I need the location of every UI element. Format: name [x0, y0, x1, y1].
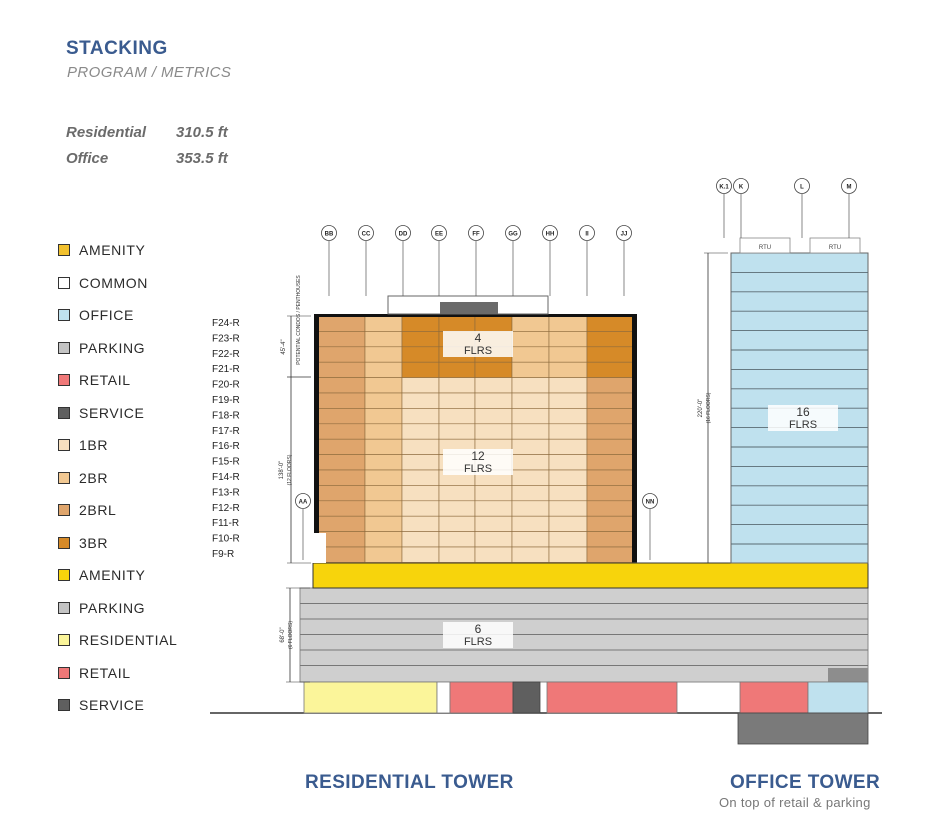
unit-cell	[439, 378, 475, 393]
unit-cell	[512, 470, 549, 485]
unit-cell	[587, 516, 633, 531]
unit-cell	[512, 485, 549, 500]
legend-label: PARKING	[79, 599, 146, 616]
unit-cell	[549, 347, 587, 362]
grid-label: AA	[298, 499, 308, 506]
unit-cell	[512, 439, 549, 454]
floor-label: F24-R	[212, 318, 240, 329]
unit-cell	[402, 547, 439, 562]
block-floor-count: 16	[796, 405, 810, 419]
unit-cell	[587, 424, 633, 439]
block-floor-unit: FLRS	[463, 463, 493, 475]
grid-label: CC	[361, 231, 371, 238]
unit-cell	[365, 470, 402, 485]
unit-cell	[439, 501, 475, 516]
unit-cell	[318, 316, 365, 331]
unit-cell	[512, 393, 549, 408]
floor-label: F20-R	[212, 379, 240, 391]
unit-cell	[549, 455, 587, 470]
unit-cell	[318, 455, 365, 470]
grid-label: GG	[508, 231, 518, 238]
unit-cell	[512, 316, 549, 331]
unit-cell	[587, 501, 633, 516]
unit-cell	[475, 547, 512, 562]
unit-cell	[318, 516, 365, 531]
unit-cell	[549, 362, 587, 377]
block-floor-count: 12	[471, 449, 485, 463]
unit-cell	[549, 439, 587, 454]
unit-cell	[402, 516, 439, 531]
unit-cell	[402, 424, 439, 439]
grid-label: EE	[434, 231, 444, 238]
dim-office-text: 220'-0"	[698, 398, 704, 418]
legend-label: 2BRL	[79, 502, 117, 518]
unit-cell	[365, 393, 402, 408]
unit-cell	[365, 408, 402, 423]
unit-cell	[587, 485, 633, 500]
unit-cell	[512, 501, 549, 516]
unit-cell	[475, 424, 512, 439]
unit-cell	[587, 362, 633, 377]
unit-cell	[402, 378, 439, 393]
floor-label: F16-R	[212, 441, 240, 453]
unit-cell	[402, 393, 439, 408]
block-floor-unit: FLRS	[463, 345, 493, 357]
unit-cell	[512, 362, 549, 377]
unit-cell	[475, 532, 512, 547]
unit-cell	[318, 485, 365, 500]
metric-label-office: Office	[66, 150, 109, 167]
legend-label: AMENITY	[79, 567, 146, 583]
legend-label: OFFICE	[79, 307, 134, 323]
unit-cell	[402, 362, 439, 377]
unit-cell	[318, 470, 365, 485]
unit-cell	[365, 316, 402, 331]
unit-cell	[365, 485, 402, 500]
floor-label: F14-R	[212, 472, 240, 483]
unit-cell	[365, 501, 402, 516]
grid-label: M	[846, 184, 852, 191]
unit-cell	[549, 424, 587, 439]
unit-cell	[365, 455, 402, 470]
unit-cell	[549, 516, 587, 531]
legend-label: RESIDENTIAL	[79, 632, 178, 648]
roof-service	[440, 302, 498, 314]
unit-cell	[512, 331, 549, 346]
metric-value-office: 353.5 ft	[176, 150, 228, 167]
unit-cell	[587, 331, 633, 346]
grid-label: FF	[472, 231, 480, 238]
grid-label: DD	[398, 231, 408, 238]
unit-cell	[402, 331, 439, 346]
unit-cell	[318, 347, 365, 362]
unit-cell	[365, 516, 402, 531]
unit-cell	[587, 547, 633, 562]
unit-cell	[402, 455, 439, 470]
grid-label: L	[800, 184, 804, 191]
unit-cell	[318, 362, 365, 377]
unit-cell	[318, 501, 365, 516]
floor-label: F11-R	[212, 518, 240, 530]
unit-cell	[587, 378, 633, 393]
legend-label: 1BR	[79, 437, 109, 453]
unit-cell	[365, 331, 402, 346]
ground-office-lobby	[808, 682, 868, 713]
ground-retail	[450, 682, 513, 713]
floor-label: F18-R	[212, 410, 240, 422]
unit-cell	[439, 547, 475, 562]
unit-cell	[439, 532, 475, 547]
grid-label: JJ	[620, 231, 628, 238]
office-tower-sublabel: On top of retail & parking	[719, 795, 871, 810]
legend-label: COMMON	[79, 274, 148, 291]
unit-cell	[587, 408, 633, 423]
page-title: STACKING	[66, 38, 168, 59]
unit-cell	[475, 362, 512, 377]
unit-cell	[475, 501, 512, 516]
grid-label: K.1	[719, 184, 729, 191]
unit-cell	[318, 424, 365, 439]
unit-cell	[439, 485, 475, 500]
legend-label: 3BR	[79, 534, 109, 551]
unit-cell	[512, 532, 549, 547]
unit-cell	[439, 424, 475, 439]
unit-cell	[318, 378, 365, 393]
unit-cell	[549, 378, 587, 393]
floor-label: F23-R	[212, 333, 240, 345]
unit-cell	[402, 501, 439, 516]
unit-cell	[549, 485, 587, 500]
rtu-label: RTU	[828, 245, 842, 251]
unit-cell	[587, 470, 633, 485]
unit-cell	[365, 532, 402, 547]
unit-cell	[439, 316, 475, 331]
legend-label: RETAIL	[79, 664, 131, 681]
unit-cell	[318, 408, 365, 423]
unit-cell	[318, 331, 365, 346]
unit-cell	[549, 331, 587, 346]
unit-cell	[475, 316, 512, 331]
legend-label: AMENITY	[79, 242, 146, 258]
legend-label: RETAIL	[79, 372, 131, 388]
residential-tower-label: RESIDENTIAL TOWER	[305, 772, 514, 793]
unit-cell	[512, 424, 549, 439]
office-tower-label: OFFICE TOWER	[730, 772, 881, 793]
unit-cell	[365, 439, 402, 454]
grid-label: II	[585, 231, 589, 238]
page-subtitle: PROGRAM / METRICS	[67, 64, 232, 81]
unit-cell	[365, 362, 402, 377]
metric-label-residential: Residential	[66, 124, 147, 141]
unit-cell	[475, 408, 512, 423]
unit-cell	[549, 393, 587, 408]
grid-label: HH	[545, 231, 555, 238]
legend-label: PARKING	[79, 339, 146, 356]
unit-cell	[512, 347, 549, 362]
floor-label: F12-R	[212, 502, 240, 514]
unit-cell	[365, 547, 402, 562]
floor-label: F10-R	[212, 533, 240, 545]
unit-cell	[365, 347, 402, 362]
unit-cell	[402, 408, 439, 423]
block-floor-unit: FLRS	[788, 419, 818, 431]
metric-value-residential: 310.5 ft	[176, 124, 228, 141]
unit-cell	[475, 393, 512, 408]
floor-label: F19-R	[212, 395, 240, 406]
unit-cell	[318, 439, 365, 454]
floor-label: F9-R	[212, 549, 235, 560]
grid-label: NN	[645, 499, 655, 506]
unit-cell	[475, 516, 512, 531]
unit-cell	[512, 378, 549, 393]
unit-cell	[475, 378, 512, 393]
ground-service	[513, 682, 540, 713]
unit-cell	[549, 501, 587, 516]
floor-label: F17-R	[212, 425, 240, 437]
unit-cell	[587, 439, 633, 454]
podium-service	[828, 668, 868, 682]
unit-cell	[587, 532, 633, 547]
dim-podium-text: 68'-0"	[280, 627, 286, 643]
dim-mid-floors: (12 FLOORS)	[287, 454, 293, 486]
unit-cell	[402, 470, 439, 485]
ground-retail	[547, 682, 677, 713]
floor-label: F13-R	[212, 487, 240, 499]
unit-cell	[365, 424, 402, 439]
dim-office-floors: (16 FLOORS)	[706, 392, 712, 424]
unit-cell	[439, 408, 475, 423]
unit-cell	[318, 393, 365, 408]
unit-cell	[549, 408, 587, 423]
tower-notch	[306, 533, 326, 563]
unit-cell	[587, 347, 633, 362]
unit-cell	[402, 347, 439, 362]
unit-cell	[402, 485, 439, 500]
tower-frame-left	[314, 316, 319, 562]
unit-cell	[549, 316, 587, 331]
tower-frame-right	[632, 316, 637, 562]
floor-label: F22-R	[212, 348, 240, 360]
unit-cell	[512, 547, 549, 562]
block-floor-count: 4	[474, 331, 482, 345]
legend-label: 2BR	[79, 469, 109, 486]
ground-common	[437, 682, 450, 713]
ground-residential	[304, 682, 437, 713]
unit-cell	[549, 470, 587, 485]
legend-label: SERVICE	[79, 404, 145, 421]
unit-cell	[587, 393, 633, 408]
dim-top-text: 45'-4"	[281, 339, 287, 355]
unit-cell	[439, 362, 475, 377]
grid-label: BB	[324, 231, 334, 238]
unit-cell	[549, 547, 587, 562]
grid-label: K	[738, 184, 744, 191]
below-grade-service	[738, 713, 868, 744]
legend-label: SERVICE	[79, 697, 145, 713]
unit-cell	[475, 485, 512, 500]
block-floor-count: 6	[474, 622, 482, 636]
block-floor-unit: FLRS	[463, 636, 493, 648]
dim-mid-text: 138'-0"	[279, 460, 285, 480]
unit-cell	[402, 316, 439, 331]
unit-cell	[512, 455, 549, 470]
floor-label: F21-R	[212, 364, 240, 376]
penthouse-note: POTENTIAL CONDOS / PENTHOUSES	[296, 275, 302, 365]
unit-cell	[587, 455, 633, 470]
ground-retail	[740, 682, 808, 713]
amenity-level	[313, 563, 868, 588]
unit-cell	[439, 516, 475, 531]
rtu-label: RTU	[758, 245, 772, 251]
unit-cell	[402, 439, 439, 454]
unit-cell	[402, 532, 439, 547]
unit-cell	[512, 408, 549, 423]
dim-podium-floors: (6 FLOORS)	[288, 620, 294, 650]
unit-cell	[587, 316, 633, 331]
unit-cell	[549, 532, 587, 547]
unit-cell	[439, 393, 475, 408]
unit-cell	[365, 378, 402, 393]
unit-cell	[512, 516, 549, 531]
floor-label: F15-R	[212, 456, 240, 468]
